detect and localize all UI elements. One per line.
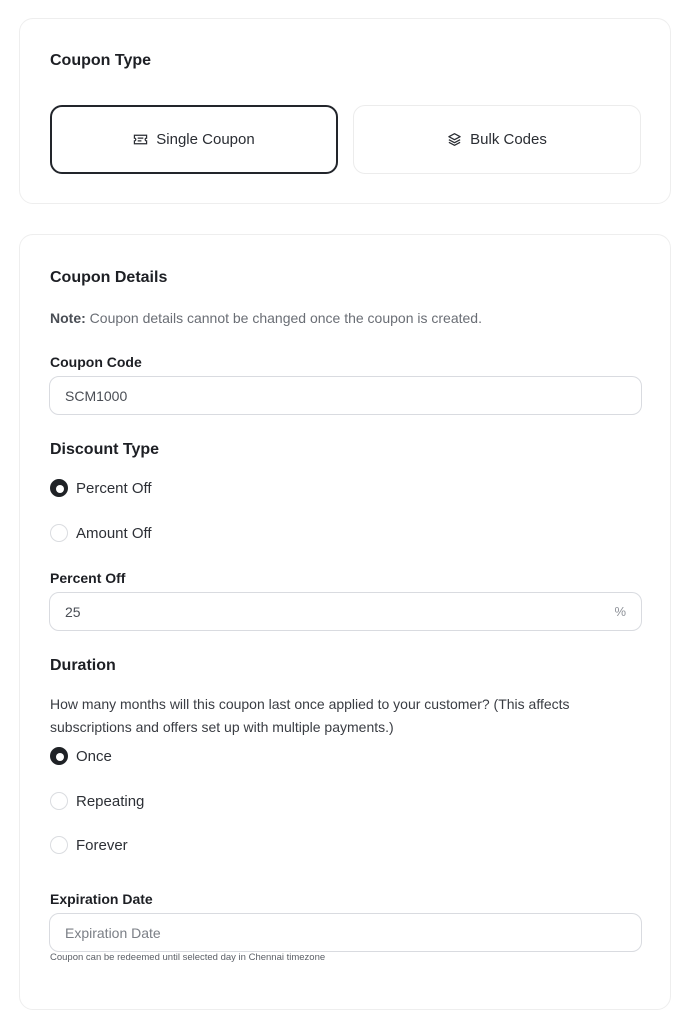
radio-repeating[interactable] [50,792,144,810]
radio-amount-off[interactable] [50,524,152,542]
expiration-date-input[interactable] [49,913,642,952]
coupon-code-value: SCM1000 [65,387,128,404]
bulk-codes-label: Bulk Codes [470,131,547,148]
ticket-icon [133,132,148,147]
layers-icon [447,132,462,147]
single-coupon-button[interactable] [50,105,338,174]
details-note [50,310,482,326]
note-prefix: Note: [50,310,86,326]
coupon-details-card [19,234,671,1010]
radio-unchecked-icon [50,836,68,854]
coupon-code-input[interactable] [49,376,642,415]
duration-help-text: How many months will this coupon last once applied to your customer? (This affects subscriptions and offers set up with multiple payments.) [50,696,570,735]
radio-checked-icon [50,747,68,765]
percent-off-input[interactable] [49,592,642,631]
coupon-code-label: Coupon Code [50,354,142,370]
coupon-type-card [19,18,671,204]
discount-type-title: Discount Type [50,441,160,458]
bulk-codes-button[interactable] [353,105,641,174]
radio-forever[interactable] [50,836,128,854]
radio-amount-off-label: Amount Off [76,524,152,542]
radio-checked-icon [50,479,68,497]
percent-off-value: 25 [65,603,81,620]
percent-suffix: % [614,604,626,619]
radio-once-label: Once [76,747,112,765]
percent-off-label: Percent Off [50,570,126,586]
radio-unchecked-icon [50,792,68,810]
duration-title: Duration [50,657,116,674]
single-coupon-label: Single Coupon [156,131,255,148]
radio-percent-off[interactable] [50,479,152,497]
expiration-hint: Coupon can be redeemed until selected day in Chennai timezone [50,952,326,963]
radio-forever-label: Forever [76,836,128,854]
expiration-date-label: Expiration Date [50,891,153,907]
radio-percent-off-label: Percent Off [76,479,152,497]
coupon-details-title: Coupon Details [50,269,168,286]
note-text: Coupon details cannot be changed once the coupon is created. [85,310,482,326]
radio-repeating-label: Repeating [76,792,145,810]
expiration-date-placeholder: Expiration Date [65,924,161,941]
coupon-type-title: Coupon Type [50,52,152,69]
radio-once[interactable] [50,747,112,765]
radio-unchecked-icon [50,524,68,542]
